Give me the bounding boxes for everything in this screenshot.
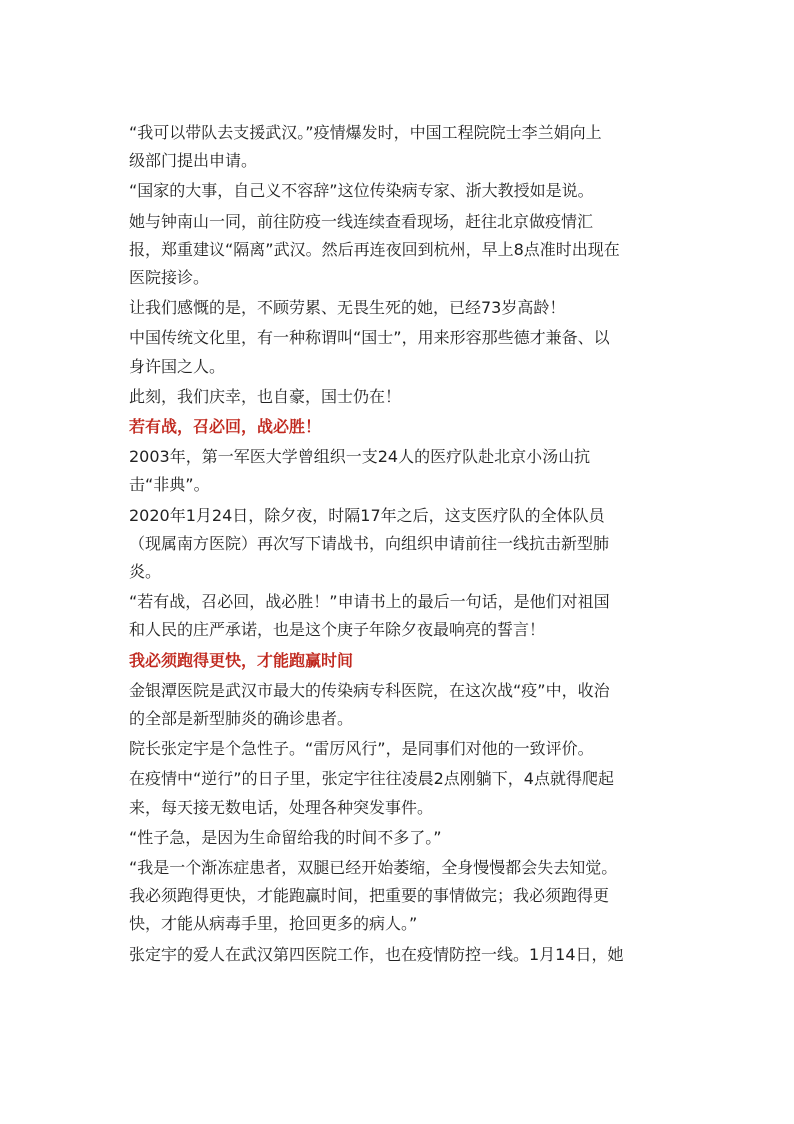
text-line: 炎。 — [129, 562, 162, 582]
text-line: “性子急，是因为生命留给我的时间不多了。” — [129, 827, 442, 847]
text-line: “若有战，召必回，战必胜！”申请书上的最后一句话，是他们对祖国 — [129, 592, 610, 612]
text-line: 的全部是新型肺炎的确诊患者。 — [129, 709, 354, 729]
text-line: 此刻，我们庆幸，也自豪，国士仍在！ — [129, 386, 402, 406]
body-paragraph — [129, 119, 674, 175]
body-paragraph — [129, 735, 674, 763]
text-line: 她与钟南山一同，前往防疫一线连续查看现场，赶往北京做疫情汇 — [129, 211, 594, 231]
text-line: 我必须跑得更快，才能跑赢时间，把重要的事情做完；我必须跑得更 — [129, 886, 610, 906]
text-line: 在疫情中“逆行”的日子里，张定宇往往凌晨2点刚躺下，4点就得爬起 — [129, 769, 614, 789]
text-line: 2020年1月24日，除夕夜，时隔17年之后，这支医疗队的全体队员 — [129, 505, 605, 525]
text-line: 让我们感慨的是，不顾劳累、无畏生死的她，已经73岁高龄！ — [129, 298, 566, 318]
text-line: “我是一个渐冻症患者，双腿已经开始萎缩，全身慢慢都会失去知觉。 — [129, 858, 618, 878]
text-line: 级部门提出申请。 — [129, 151, 258, 171]
body-paragraph — [129, 294, 674, 322]
body-paragraph — [129, 324, 674, 380]
body-paragraph — [129, 208, 674, 293]
text-line: 报，郑重建议“隔离”武汉。然后再连夜回到杭州，早上8点准时出现在 — [129, 239, 620, 259]
text-line: 快，才能从病毒手里，抢回更多的病人。” — [129, 914, 418, 934]
text-line: “国家的大事，自己义不容辞”这位传染病专家、浙大教授如是说。 — [129, 181, 594, 201]
text-line: （现属南方医院）再次写下请战书，向组织申请前往一线抗击新型肺 — [129, 533, 610, 553]
text-line: 来，每天接无数电话，处理各种突发事件。 — [129, 797, 434, 817]
text-line: 击“非典”。 — [129, 475, 210, 495]
text-line: 我必须跑得更快，才能跑赢时间 — [129, 650, 354, 670]
text-line: 身许国之人。 — [129, 356, 226, 376]
section-heading — [129, 413, 674, 441]
text-line: 院长张定宇是个急性子。“雷厉风行”，是同事们对他的一致评价。 — [129, 739, 594, 759]
body-paragraph — [129, 502, 674, 587]
article-body — [129, 119, 674, 969]
text-line: 若有战，召必回，战必胜！ — [129, 417, 322, 437]
body-paragraph — [129, 854, 674, 939]
body-paragraph — [129, 177, 674, 205]
body-paragraph — [129, 443, 674, 499]
body-paragraph — [129, 383, 674, 411]
body-paragraph — [129, 824, 674, 852]
text-line: “我可以带队去支援武汉。”疫情爆发时，中国工程院院士李兰娟向上 — [129, 123, 602, 142]
body-paragraph — [129, 941, 674, 969]
text-line: 张定宇的爱人在武汉第四医院工作，也在疫情防控一线。1月14日，她 — [129, 944, 624, 964]
body-paragraph — [129, 765, 674, 821]
text-line: 2003年，第一军医大学曾组织一支24人的医疗队赴北京小汤山抗 — [129, 447, 591, 467]
text-line: 金银潭医院是武汉市最大的传染病专科医院，在这次战“疫”中，收治 — [129, 680, 610, 700]
text-line: 和人民的庄严承诺，也是这个庚子年除夕夜最响亮的誓言！ — [129, 620, 546, 640]
body-paragraph — [129, 677, 674, 733]
text-line: 中国传统文化里，有一种称谓叫“国士”，用来形容那些德才兼备、以 — [129, 328, 610, 348]
body-paragraph — [129, 588, 674, 644]
text-line: 医院接诊。 — [129, 268, 210, 288]
section-heading — [129, 647, 674, 675]
